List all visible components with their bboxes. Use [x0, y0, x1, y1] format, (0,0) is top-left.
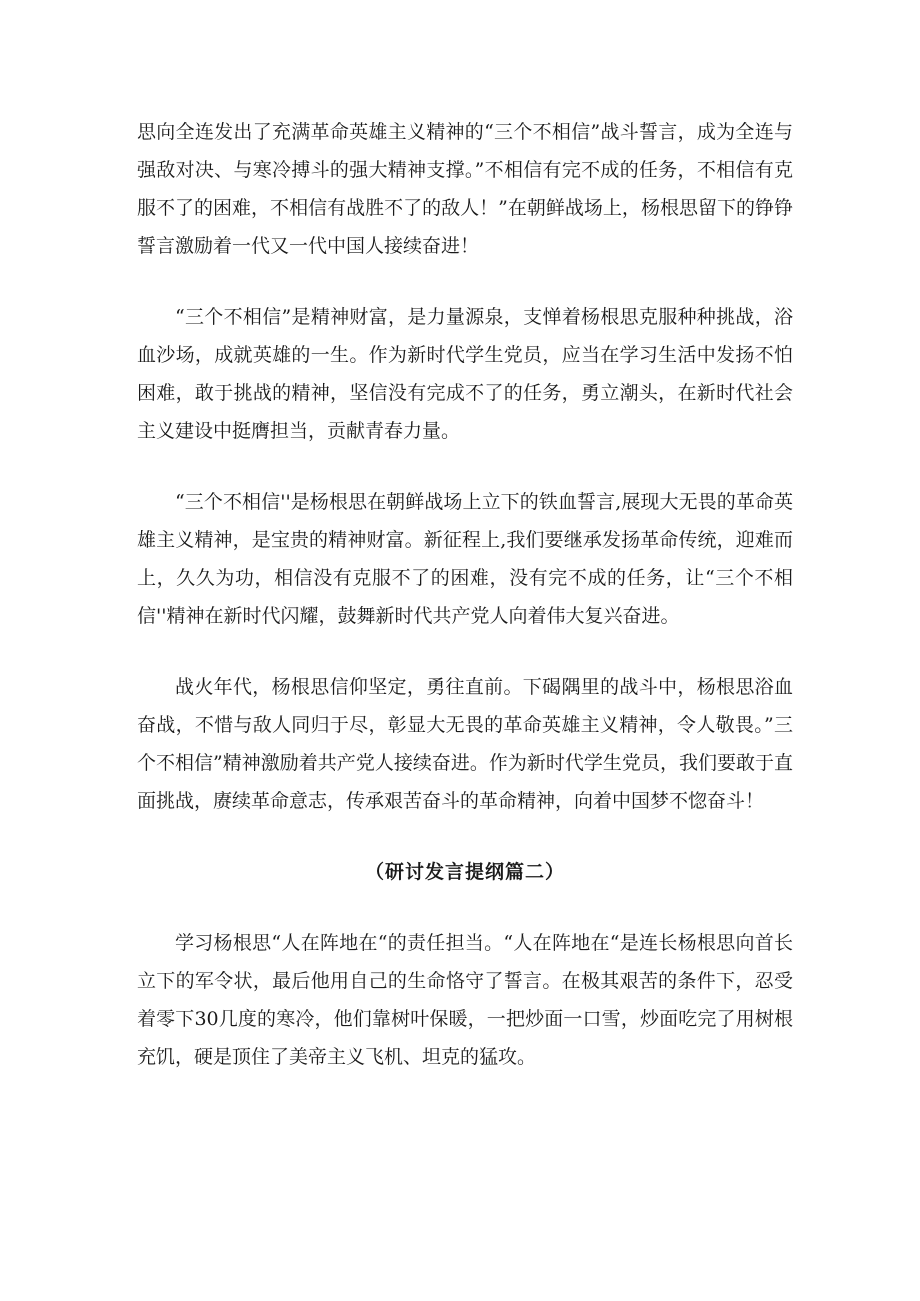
document-body: [137, 113, 793, 1109]
paragraph-spiritual-wealth: “三个不相信”是精神财富，是力量源泉，支惮着杨根思克服种种挑战，浴血沙场，成就英雄的一生。作为新时代学生党员，应当在学习生活中发扬不怕困难，敢于挑战的精神，坚信没有完成不了的任务，勇立潮头，在新时代社会主义建设中挺膺担当，贡献青春力量。: [137, 306, 793, 442]
paragraph-iron-oath: “三个不相信''是杨根思在朝鲜战场上立下的铁血誓言,展现大无畏的革命英雄主义精神，是宝贵的精神财富。新征程上,我们要继承发扬革命传统，迎难而上，久久为功，相信没有克服不了的困难，没有完不成的任务，让“三个不相信''精神在新时代闪耀，鼓舞新时代共产党人向着伟大复兴奋进。: [137, 491, 793, 627]
paragraph-continued: 思向全连发出了充满革命英雄主义精神的“三个不相信”战斗誓言，成为全连与强敌对决、与寒冷搏斗的强大精神支撑。”不相信有完不成的任务，不相信有克服不了的困难，不相信有战胜不了的敌人！”在朝鲜战场上，杨根思留下的铮铮誓言激励着一代又一代中国人接续奋进！: [137, 121, 793, 257]
paragraph-war-years: 战火年代，杨根思信仰坚定，勇往直前。下碣隅里的战斗中，杨根思浴血奋战，不惜与敌人同归于尽，彰显大无畏的革命英雄主义精神，令人敬畏。”三个不相信”精神激励着共产党人接续奋进。作为新时代学生党员，我们要敢于直面挑战，赓续革命意志，传承艰苦奋斗的革命精神，向着中国梦不惚奋斗！: [137, 676, 793, 812]
section-heading: （研讨发言提纲篇二）: [364, 861, 565, 883]
paragraph-responsibility: 学习杨根思“人在阵地在“的责任担当。“人在阵地在“是连长杨根思向首长立下的军令状，最后他用自己的生命恪守了誓言。在极其艰苦的条件下，忍受着零下30几度的寒冷，他们靠树叶保暖，一把炒面一口雪，炒面吃完了用树根充饥，硬是顶住了美帝主义飞机、坦克的猛攻。: [137, 932, 793, 1068]
